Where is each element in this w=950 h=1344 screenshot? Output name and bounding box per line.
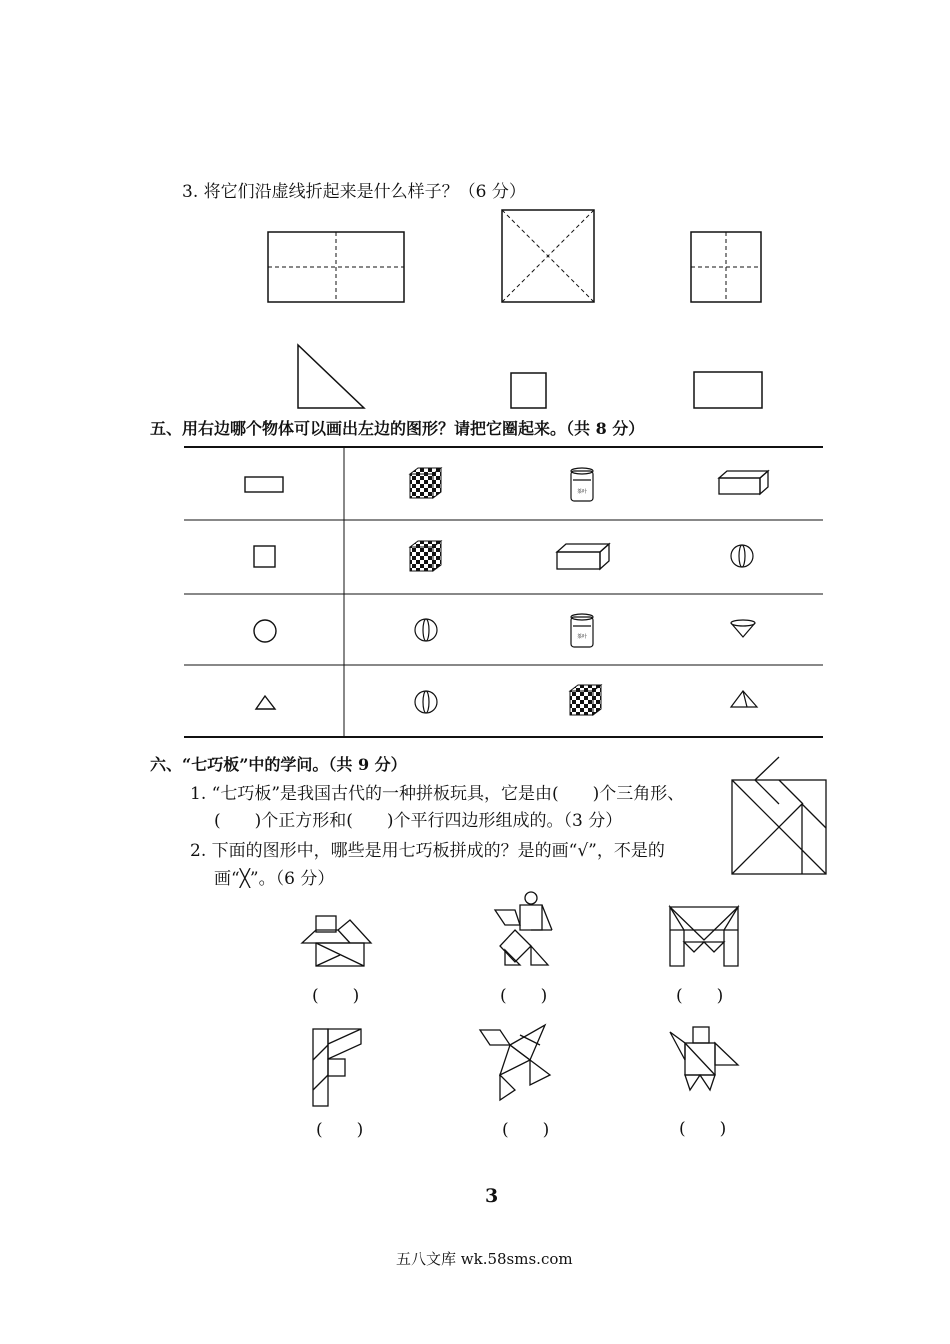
figure-house xyxy=(302,916,371,966)
answer-blank-6[interactable]: ( ) xyxy=(679,1119,727,1139)
figure-f xyxy=(313,1029,361,1106)
question-3-text: 3. 将它们沿虚线折起来是什么样子？（6 分） xyxy=(182,182,526,202)
can-label-2: 茶叶 xyxy=(577,634,588,640)
section-5-title: 五、用右边哪个物体可以画出左边的图形？请把它圈起来。（共 8 分） xyxy=(150,419,645,438)
page-number: 3 xyxy=(485,1185,499,1207)
q1-line-1: 1. “七巧板”是我国古代的一种拼板玩具，它是由( )个三角形、 xyxy=(190,784,685,804)
q2-line-2: 画“╳”。（6 分） xyxy=(214,869,335,889)
answer-blank-5[interactable]: ( ) xyxy=(502,1120,550,1140)
figure-bird xyxy=(495,892,552,965)
answer-blank-3[interactable]: ( ) xyxy=(676,986,724,1006)
answer-blank-2[interactable]: ( ) xyxy=(500,986,548,1006)
answer-blank-4[interactable]: ( ) xyxy=(316,1120,364,1140)
footer-watermark: 五八文库 wk.58sms.com xyxy=(396,1250,573,1268)
figure-tangram-bird xyxy=(670,1027,738,1090)
can-label-1: 茶叶 xyxy=(577,489,588,495)
figure-pinwheel-person xyxy=(480,1025,550,1100)
q2-line-1: 2. 下面的图形中，哪些是用七巧板拼成的？是的画“√”，不是的 xyxy=(190,841,665,861)
figure-m xyxy=(670,907,738,966)
q1-line-2: ( )个正方形和( )个平行四边形组成的。（3 分） xyxy=(214,811,623,831)
section-6-title: 六、“七巧板”中的学问。（共 9 分） xyxy=(150,755,407,774)
answer-blank-1[interactable]: ( ) xyxy=(312,986,360,1006)
